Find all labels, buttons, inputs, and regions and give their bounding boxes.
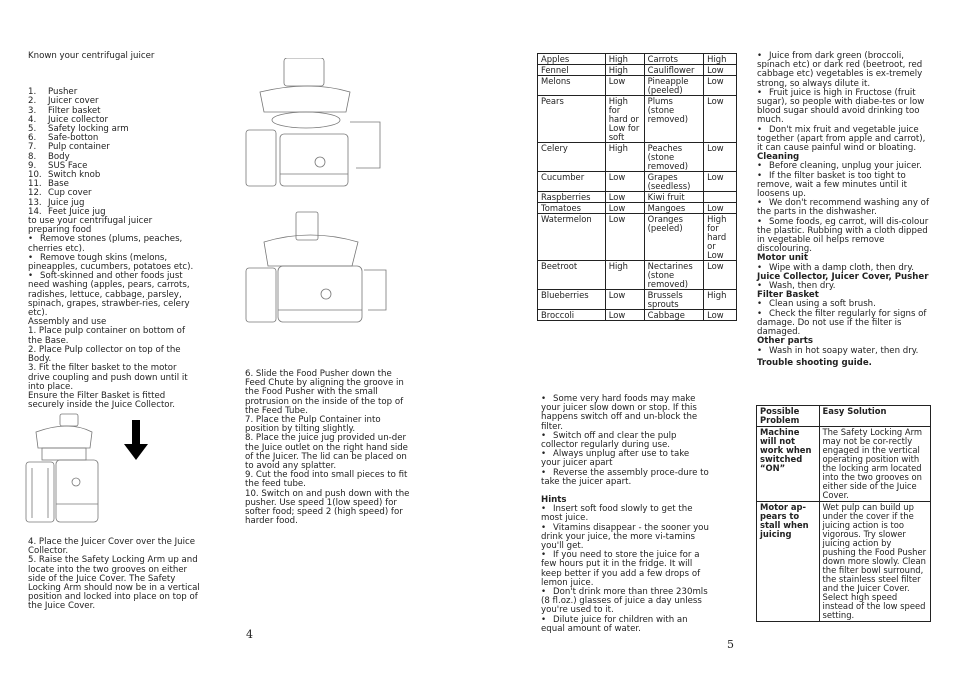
- part-name: Cup cover: [48, 188, 92, 199]
- juice-tips-list: [757, 52, 929, 153]
- parts-list: [28, 88, 196, 217]
- assembly-step: 1. Place pulp container on bottom of the Base.: [28, 326, 185, 346]
- table-cell: Low: [605, 76, 644, 96]
- part-name: Juicer cover: [48, 96, 99, 107]
- table-cell: Grapes (seedless): [644, 172, 703, 192]
- part-number: 6.: [28, 133, 37, 144]
- usage-bullet-text: Some very hard foods may make your juicer slow down or stop. If this happens switch off and un-block the filter.: [541, 394, 698, 432]
- table-cell: Blueberries: [538, 290, 606, 310]
- table-cell: Fennel: [538, 65, 606, 76]
- assembly-title: Assembly and use: [28, 317, 107, 328]
- assembly-step: 4. Place the Juicer Cover over the Juice Collector.: [28, 537, 195, 557]
- table-row: [538, 54, 737, 65]
- usage-bullets: [541, 395, 711, 487]
- part-number: 13.: [28, 197, 42, 208]
- table-row: [538, 143, 737, 172]
- table-cell: Cabbage: [644, 310, 703, 321]
- juicer-assembled-illustration: [24, 410, 104, 530]
- table-cell: Low: [704, 172, 737, 192]
- assembly-step: 5. Raise the Safety Locking Arm up and locate into the two grooves on either side of the Juice Cover. The Safety Locking Arm should now be in a vertical position and locked into place on top of the Juice Cover.: [28, 555, 200, 612]
- table-cell: Cauliflower: [644, 65, 703, 76]
- juicer-exploded-illustration: [240, 58, 400, 190]
- right-column-1-text: [541, 395, 711, 634]
- part-number: 8.: [28, 151, 37, 162]
- assembly-step: 8. Place the juice jug provided un-der the Juice outlet on the right hand side of the Juicer. The lid can be placed on to avoid any splatter.: [245, 433, 408, 472]
- other-parts-list: [757, 347, 929, 356]
- filter-basket-bullet-text: Clean using a soft brush.: [769, 299, 876, 310]
- table-cell: Broccoli: [538, 310, 606, 321]
- part-name: Feet Juice jug: [48, 206, 106, 217]
- hint-bullet-text: Insert soft food slowly to get the most juice.: [541, 504, 693, 524]
- table-cell: Low: [605, 310, 644, 321]
- fruit-speed-table: [537, 53, 737, 321]
- right-column-2-text: [757, 52, 929, 368]
- trouble-shooting-table: [756, 405, 931, 622]
- assembly-step: 3. Fit the filter basket to the motor drive coupling and push down until it into place.: [28, 363, 188, 392]
- part-name: Switch knob: [48, 170, 101, 181]
- table-cell: High: [704, 290, 737, 310]
- part-name: Body: [48, 151, 70, 162]
- juice-collector-bullet-text: Wash, then dry.: [769, 281, 836, 292]
- left-steps-b: [28, 538, 200, 612]
- table-header-cell: Possible Problem: [757, 406, 820, 427]
- table-cell: Kiwi fruit: [644, 192, 703, 203]
- table-row: [538, 261, 737, 290]
- table-row: [538, 203, 737, 214]
- prep-bullet: [28, 235, 196, 253]
- prep-bullet-text: Remove tough skins (melons, pineapples, cucumbers, potatoes etc).: [28, 252, 194, 273]
- trouble-shooting-title: Trouble shooting guide.: [757, 357, 872, 368]
- assembly-step: Ensure the Filter Basket is fitted securely inside the Juice Collector.: [28, 390, 176, 411]
- juice-tip-bullet-text: Don't mix fruit and vegetable juice together (apart from apple and carrot), it can cause painful wind or bloating.: [757, 124, 926, 154]
- page-number-5: 5: [727, 638, 734, 651]
- usage-bullet: [541, 432, 711, 450]
- table-cell: Low: [704, 310, 737, 321]
- table-cell: Low: [704, 261, 737, 290]
- prep-list: [28, 235, 196, 318]
- table-cell: Low: [605, 214, 644, 261]
- table-cell: Low: [704, 96, 737, 143]
- part-name: Filter basket: [48, 105, 101, 116]
- table-cell: Oranges (peeled): [644, 214, 703, 261]
- juice-tip-bullet-text: Fruit juice is high in Fructose (fruit sugar), so people with diabe-tes or low blood sugar should avoid drinking too much.: [757, 87, 925, 126]
- hint-bullet-text: Dilute juice for children with an equal amount of water.: [541, 614, 688, 634]
- table-cell: The Safety Locking Arm may not be cor-rectly engaged in the vertical operating position with the locking arm located into the two grooves on either side of the Juice Cover.: [819, 427, 931, 502]
- table-cell: Melons: [538, 76, 606, 96]
- part-number: 2.: [28, 96, 37, 107]
- hint-bullet-text: Vitamins disappear - the sooner you drink your juice, the more vi-tamins you'll get.: [541, 522, 709, 552]
- part-name: Juice collector: [48, 114, 109, 125]
- part-number: 3.: [28, 105, 37, 116]
- juicer-assembled-illustration-2: [240, 210, 400, 328]
- juice-tip-bullet: [757, 126, 929, 154]
- table-cell: Wet pulp can build up under the cover if the juicing action is too vigorous. Try slower juicing action by pushing the Food Pusher down more slowly. Clean the filter bowl surround, the stainless steel filter and the Juicer Cover. Select high speed instead of the low speed setting.: [819, 502, 931, 622]
- table-cell: Celery: [538, 143, 606, 172]
- usage-bullet-text: Reverse the assembly proce-dure to take the juicer apart.: [541, 467, 709, 487]
- table-cell: Cucumber: [538, 172, 606, 192]
- other-parts-bullet: [757, 347, 929, 356]
- usage-bullet: [541, 469, 711, 487]
- part-name: SUS Face: [48, 160, 88, 171]
- table-cell: High: [605, 261, 644, 290]
- part-number: 4.: [28, 114, 37, 125]
- cleaning-title: Cleaning: [757, 152, 800, 163]
- prep-bullet-text: Soft-skinned and other foods just need washing (apples, pears, carrots, radishes, lettuce, cabbage, parsley, spinach, grapes, strawber-ries, celery etc).: [28, 271, 190, 319]
- table-cell: Nectarines (stone removed): [644, 261, 703, 290]
- hint-bullet: [541, 524, 711, 552]
- other-parts-title: Other parts: [757, 336, 814, 347]
- juice-collector-title: Juice Collector, Juicer Cover, Pusher: [757, 271, 929, 282]
- table-cell: [704, 192, 737, 203]
- filter-basket-bullet-text: Check the filter regularly for signs of damage. Do not use if the filter is damaged.: [757, 308, 927, 338]
- table-row: [757, 427, 931, 502]
- assembly-step: 9. Cut the food into small pieces to fit the feed tube.: [245, 470, 408, 490]
- table-cell: High: [605, 143, 644, 172]
- table-cell: High: [704, 54, 737, 65]
- part-number: 14.: [28, 206, 42, 217]
- part-name: Pusher: [48, 87, 78, 98]
- assembly-step: 7. Place the Pulp Container into position by tilting slightly.: [245, 415, 381, 435]
- table-row: [538, 96, 737, 143]
- table-cell: High for hard or Low: [704, 214, 737, 261]
- table-row: [538, 310, 737, 321]
- other-parts-bullet-text: Wash in hot soapy water, then dry.: [769, 345, 919, 356]
- table-cell: Watermelon: [538, 214, 606, 261]
- part-number: 11.: [28, 179, 42, 190]
- usage-bullet: [541, 450, 711, 468]
- table-cell: Apples: [538, 54, 606, 65]
- prep-intro: to use your centrifugal juicer preparing food: [28, 216, 153, 236]
- part-number: 5.: [28, 124, 37, 135]
- table-cell: Low: [605, 192, 644, 203]
- table-cell: Low: [605, 203, 644, 214]
- part-name: Base: [48, 179, 69, 190]
- cleaning-bullet-text: If the filter basket is too tight to remove, wait a few minutes until it loosens up.: [757, 170, 907, 200]
- part-name: Safety locking arm: [48, 124, 129, 135]
- cleaning-bullet: [757, 218, 929, 255]
- filter-basket-list: [757, 300, 929, 337]
- table-cell: High: [605, 54, 644, 65]
- table-cell: Pineapple (peeled): [644, 76, 703, 96]
- hint-bullet: [541, 616, 711, 634]
- table-cell: Low: [704, 65, 737, 76]
- assembly-step: 10. Switch on and push down with the pusher. Use speed 1(low speed) for softer food; speed 2 (high speed) for harder food.: [245, 488, 410, 527]
- cleaning-bullet: [757, 199, 929, 217]
- table-cell: Low: [704, 76, 737, 96]
- hint-bullet: [541, 505, 711, 523]
- prep-bullet: [28, 254, 196, 272]
- hint-bullet: [541, 588, 711, 616]
- cleaning-list: [757, 162, 929, 254]
- steps-list: [28, 327, 196, 410]
- table-row: [757, 502, 931, 622]
- table-cell: Tomatoes: [538, 203, 606, 214]
- table-cell: Plums (stone removed): [644, 96, 703, 143]
- table-cell: Low: [704, 143, 737, 172]
- table-cell: Peaches (stone removed): [644, 143, 703, 172]
- motor-bullet-text: Wipe with a damp cloth, then dry.: [769, 262, 914, 273]
- cleaning-bullet-text: We don't recommend washing any of the parts in the dishwasher.: [757, 198, 929, 218]
- part-name: Juice jug: [48, 197, 85, 208]
- table-row: [538, 290, 737, 310]
- juice-tip-bullet-text: Juice from dark green (broccoli, spinach etc) or dark red (beetroot, red cabbage etc) vegetables is ex-tremely strong, so always dilute it.: [757, 51, 923, 89]
- part-name: Pulp container: [48, 142, 110, 153]
- table-header-cell: Easy Solution: [819, 406, 931, 427]
- table-row: [538, 214, 737, 261]
- arrow-down-icon: [124, 420, 148, 460]
- table-cell: Raspberries: [538, 192, 606, 203]
- table-cell: Low: [605, 290, 644, 310]
- section-heading: Known your centrifugal juicer: [28, 51, 155, 61]
- table-cell: Beetroot: [538, 261, 606, 290]
- cleaning-bullet-text: Before cleaning, unplug your juicer.: [769, 161, 922, 172]
- left-column: [28, 52, 196, 410]
- part-number: 1.: [28, 87, 37, 98]
- assembly-step: 6. Slide the Food Pusher down the Feed Chute by aligning the groove in the Food Pusher with the small protrusion on the inside of the top of the Feed Tube.: [245, 369, 404, 416]
- prep-bullet-text: Remove stones (plums, peaches, cherries etc).: [28, 234, 183, 254]
- table-cell: High for hard or Low for soft: [605, 96, 644, 143]
- table-cell: Carrots: [644, 54, 703, 65]
- usage-bullet-text: Always unplug after use to take your juicer apart: [541, 449, 690, 469]
- middle-steps: [245, 370, 411, 526]
- usage-bullet-text: Switch off and clear the pulp collector regularly during use.: [541, 430, 677, 451]
- table-row: [538, 76, 737, 96]
- part-number: 10.: [28, 170, 42, 181]
- assembly-step: 2. Place Pulp collector on top of the Body.: [28, 344, 181, 365]
- table-cell: Pears: [538, 96, 606, 143]
- filter-basket-title: Filter Basket: [757, 290, 819, 301]
- table-cell: Motor ap-pears to stall when juicing: [757, 502, 820, 622]
- table-row: [538, 172, 737, 192]
- table-cell: Mangoes: [644, 203, 703, 214]
- prep-bullet: [28, 272, 196, 318]
- table-cell: Low: [605, 172, 644, 192]
- table-cell: Low: [704, 203, 737, 214]
- table-cell: Machine will not work when switched “ON”: [757, 427, 820, 502]
- hint-bullet-text: Don't drink more than three 230mls (8 fl.oz.) glasses of juice a day unless you're used to it.: [541, 587, 708, 616]
- motor-title: Motor unit: [757, 253, 808, 264]
- juice-tip-bullet: [757, 52, 929, 89]
- part-number: 9.: [28, 160, 37, 171]
- part-name: Safe-botton: [48, 133, 99, 144]
- usage-bullet: [541, 395, 711, 432]
- table-header-row: [757, 406, 931, 427]
- part-number: 7.: [28, 142, 37, 153]
- table-row: [538, 65, 737, 76]
- filter-basket-bullet: [757, 310, 929, 338]
- hints-list: [541, 505, 711, 634]
- part-number: 12.: [28, 188, 42, 199]
- hints-title: Hints: [541, 495, 567, 506]
- cleaning-bullet-text: Some foods, eg carrot, will dis-colour the plastic. Rubbing with a cloth dipped in vegetable oil helps remove discolouring.: [757, 216, 929, 255]
- table-row: [538, 192, 737, 203]
- page-number-4: 4: [246, 628, 253, 641]
- juice-tip-bullet: [757, 89, 929, 126]
- hint-bullet-text: If you need to store the juice for a few hours put it in the fridge. It will keep better if you add a few drops of lemon juice.: [541, 550, 701, 588]
- cleaning-bullet: [757, 172, 929, 200]
- table-cell: High: [605, 65, 644, 76]
- table-cell: Brussels sprouts: [644, 290, 703, 310]
- hint-bullet: [541, 551, 711, 588]
